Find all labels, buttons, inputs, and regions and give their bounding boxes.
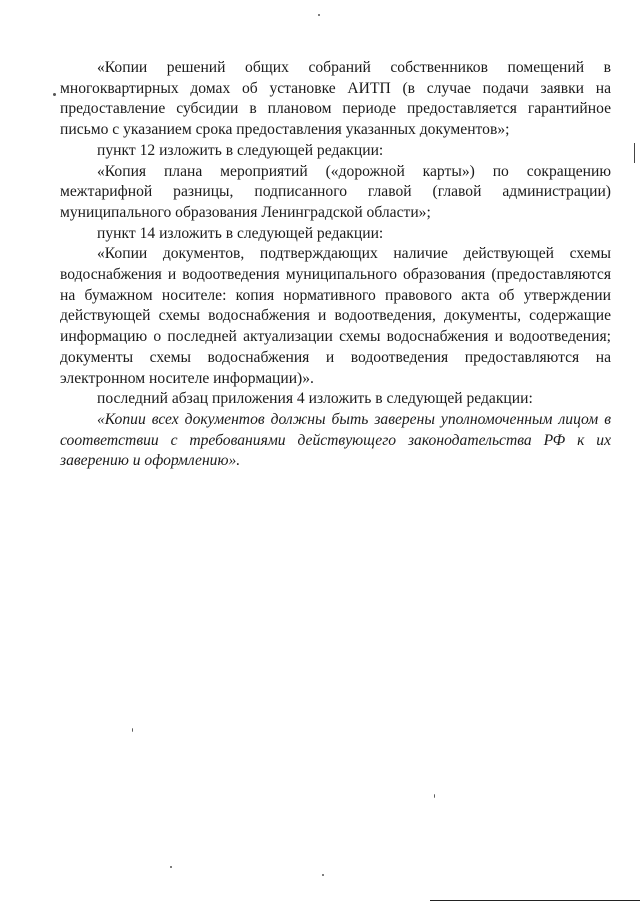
document-body bbox=[60, 58, 611, 472]
scan-speck bbox=[53, 93, 56, 96]
scan-speck bbox=[132, 728, 133, 732]
paragraph-owners-meeting-decisions: «Копии решений общих собраний собственников помещений в многоквартирных домах об установке АИТП (в случае подачи заявки на предоставление субсидии в плановом периоде предоставляется гарантийное письмо с указанием срока предоставления указанных документов»; bbox=[60, 59, 611, 139]
paragraph-appendix-4-heading: последний абзац приложения 4 изложить в следующей редакции: bbox=[97, 390, 533, 408]
scan-edge-mark bbox=[634, 143, 635, 163]
paragraph-certified-copies: «Копии всех документов должны быть заверены уполномоченным лицом в соответствии с требованиями действующего законодательства РФ к их заверению и оформлению». bbox=[60, 410, 611, 470]
paragraph-roadmap-copy: «Копия плана мероприятий («дорожной карты») по сокращению межтарифной разницы, подписанного главой (главой администрации) муниципального образования Ленинградской области»; bbox=[60, 162, 611, 221]
scan-speck bbox=[322, 874, 324, 876]
scan-speck bbox=[318, 14, 320, 16]
paragraph-water-supply-scheme: «Копии документов, подтверждающих наличие действующей схемы водоснабжения и водоотведения муниципального образования (предоставляются на бумажном носителе: копия нормативного правового акта об утверждении действующей схемы водоснабжения и водоотведения, документы, содержащие информацию о последней актуализации схемы водоснабжения и водоотведения; документы схемы водоснабжения и водоотведения предоставляются на электронном носителе информации)». bbox=[60, 245, 611, 387]
scan-bottom-edge bbox=[430, 900, 640, 901]
paragraph-item-14-heading: пункт 14 изложить в следующей редакции: bbox=[97, 224, 384, 242]
paragraph-item-12-heading: пункт 12 изложить в следующей редакции: bbox=[97, 141, 384, 159]
scan-speck bbox=[434, 794, 435, 798]
scan-speck bbox=[170, 866, 172, 868]
